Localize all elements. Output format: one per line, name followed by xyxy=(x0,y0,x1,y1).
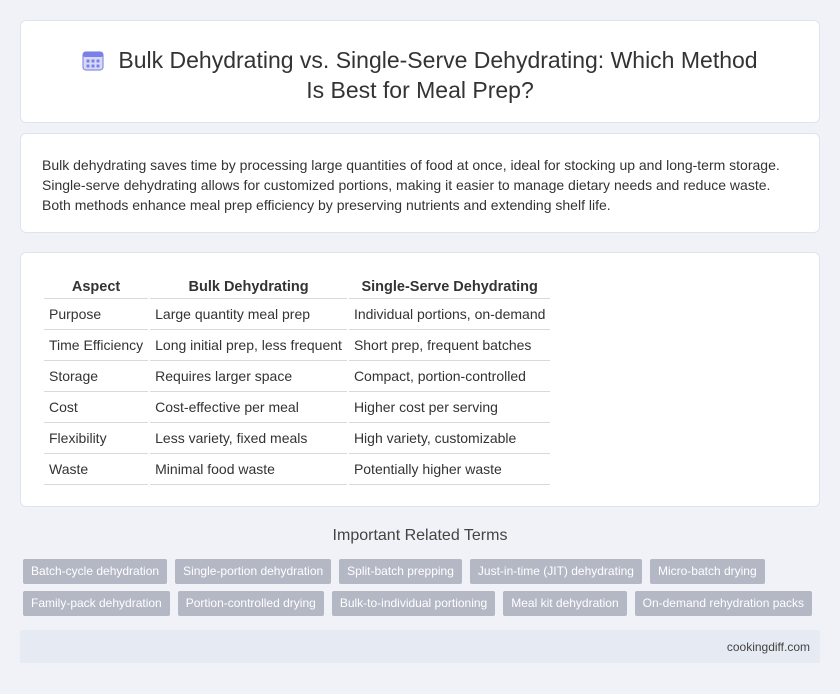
table-cell: Minimal food waste xyxy=(150,454,347,485)
table-row xyxy=(44,392,550,423)
table-header: Bulk Dehydrating xyxy=(150,275,347,299)
table-cell: Less variety, fixed meals xyxy=(150,423,347,454)
table-row xyxy=(44,299,550,330)
table-cell: Requires larger space xyxy=(150,361,347,392)
related-term-tag[interactable]: Single-portion dehydration xyxy=(175,559,331,584)
table-header-row xyxy=(44,275,550,299)
footer-site-link[interactable]: cookingdiff.com xyxy=(726,640,810,654)
footer xyxy=(20,630,820,663)
related-term-tag[interactable]: Batch-cycle dehydration xyxy=(23,559,167,584)
intro-paragraph: Bulk dehydrating saves time by processing large quantities of food at once, ideal for stocking up and long-term storage. Single-serve dehydrating allows for customized portions, making it easier to manage dietary needs and reduce waste. Both methods enhance meal prep efficiency by preserving nutrients and extending shelf life. xyxy=(42,157,780,213)
table-header: Aspect xyxy=(44,275,148,299)
table-header: Single-Serve Dehydrating xyxy=(349,275,550,299)
table-cell: Individual portions, on-demand xyxy=(349,299,550,330)
related-term-tag[interactable]: Bulk-to-individual portioning xyxy=(332,591,495,616)
table-cell: Large quantity meal prep xyxy=(150,299,347,330)
table-cell: Flexibility xyxy=(44,423,148,454)
related-term-tag[interactable]: On-demand rehydration packs xyxy=(635,591,812,616)
table-cell: Long initial prep, less frequent xyxy=(150,330,347,361)
comparison-table xyxy=(42,275,552,485)
related-term-tag[interactable]: Split-batch prepping xyxy=(339,559,462,584)
related-term-tag[interactable]: Micro-batch drying xyxy=(650,559,765,584)
table-cell: Compact, portion-controlled xyxy=(349,361,550,392)
table-cell: Time Efficiency xyxy=(44,330,148,361)
table-row xyxy=(44,423,550,454)
related-term-tag[interactable]: Just-in-time (JIT) dehydrating xyxy=(470,559,642,584)
table-cell: Short prep, frequent batches xyxy=(349,330,550,361)
calendar-icon xyxy=(82,49,104,71)
intro-card xyxy=(20,133,820,233)
table-row xyxy=(44,454,550,485)
related-terms-heading: Important Related Terms xyxy=(332,527,508,544)
page-title xyxy=(21,45,819,105)
table-cell: Cost-effective per meal xyxy=(150,392,347,423)
related-term-tag[interactable]: Meal kit dehydration xyxy=(503,591,626,616)
related-term-tag[interactable]: Family-pack dehydration xyxy=(23,591,170,616)
title-text: Bulk Dehydrating vs. Single-Serve Dehydrating: Which Method Is Best for Meal Prep? xyxy=(118,47,758,103)
table-cell: Higher cost per serving xyxy=(349,392,550,423)
comparison-table-card xyxy=(20,252,820,507)
table-cell: Potentially higher waste xyxy=(349,454,550,485)
table-row xyxy=(44,330,550,361)
title-card xyxy=(20,20,820,123)
table-cell: Waste xyxy=(44,454,148,485)
table-cell: High variety, customizable xyxy=(349,423,550,454)
related-term-tag[interactable]: Portion-controlled drying xyxy=(178,591,324,616)
table-cell: Purpose xyxy=(44,299,148,330)
table-row xyxy=(44,361,550,392)
table-cell: Cost xyxy=(44,392,148,423)
related-terms-list xyxy=(23,559,813,623)
table-cell: Storage xyxy=(44,361,148,392)
